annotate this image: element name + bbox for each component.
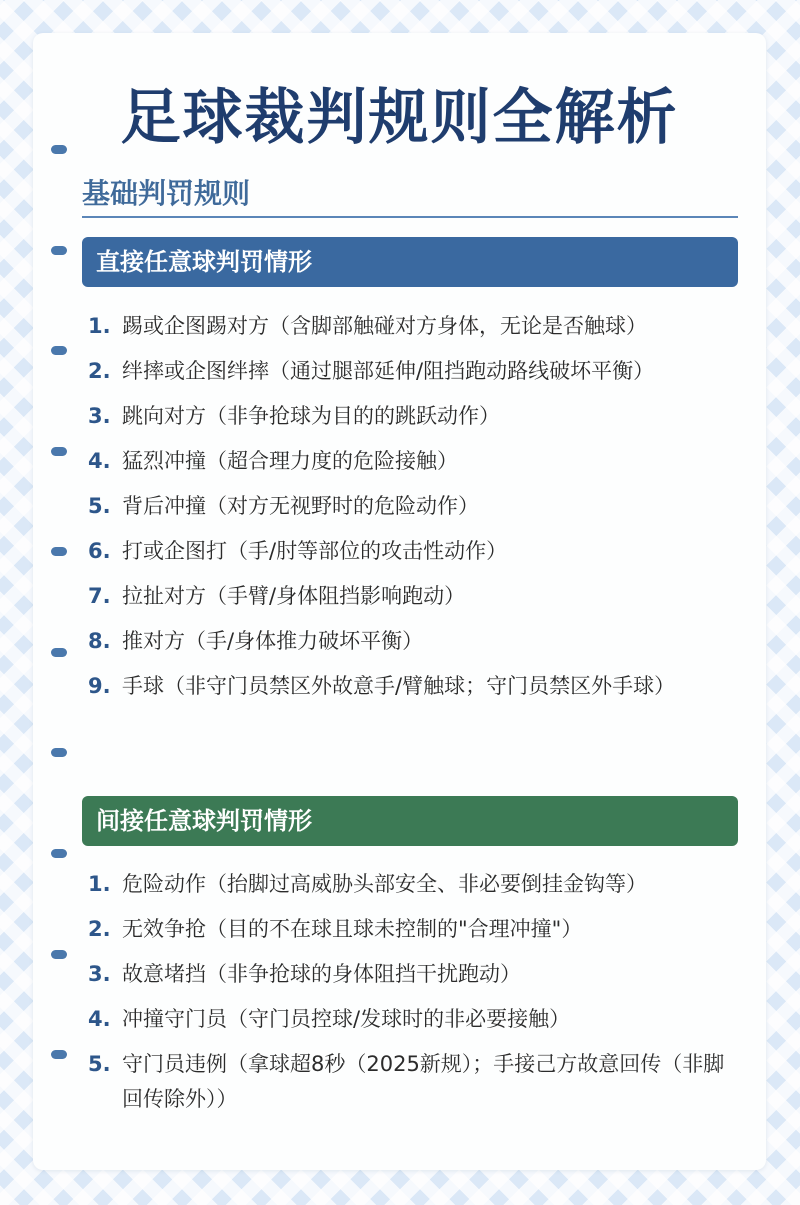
- item-number: 6.: [88, 539, 111, 563]
- item-text: 冲撞守门员（守门员控球/发球时的非必要接触）: [122, 1007, 571, 1031]
- item-text: 拉扯对方（手臂/身体阻挡影响跑动）: [122, 584, 466, 608]
- list-item: [88, 867, 740, 902]
- list-item: [88, 309, 740, 344]
- list-item: [88, 354, 740, 389]
- item-number: 7.: [88, 584, 111, 608]
- item-text: 手球（非守门员禁区外故意手/臂触球；守门员禁区外手球）: [122, 674, 676, 698]
- binder-tab: [51, 447, 67, 456]
- list-item: [88, 957, 740, 992]
- item-text: 绊摔或企图绊摔（通过腿部延伸/阻挡跑动路线破坏平衡）: [122, 359, 655, 383]
- list-item: [88, 669, 740, 704]
- list-item: [88, 1002, 740, 1037]
- list-item: [88, 444, 740, 479]
- direct-free-kick-list: [88, 309, 740, 714]
- item-number: 2.: [88, 359, 111, 383]
- list-item: [88, 579, 740, 614]
- list-item: [88, 489, 740, 524]
- item-number: 3.: [88, 962, 111, 986]
- item-text: 故意堵挡（非争抢球的身体阻挡干扰跑动）: [122, 962, 521, 986]
- binder-tab: [51, 950, 67, 959]
- item-number: 8.: [88, 629, 111, 653]
- page-title: 足球裁判规则全解析: [120, 83, 679, 153]
- item-text: 危险动作（抬脚过高威胁头部安全、非必要倒挂金钩等）: [122, 872, 647, 896]
- binder-tab: [51, 648, 67, 657]
- item-text: 背后冲撞（对方无视野时的危险动作）: [122, 494, 479, 518]
- list-item: [88, 534, 740, 569]
- item-number: 4.: [88, 1007, 111, 1031]
- item-number: 1.: [88, 872, 111, 896]
- item-text: 守门员违例（拿球超8秒（2025新规）；手接己方故意回传（非脚回传除外））: [122, 1052, 725, 1111]
- item-text: 打或企图打（手/肘等部位的攻击性动作）: [122, 539, 508, 563]
- item-number: 1.: [88, 314, 111, 338]
- binder-tab: [51, 849, 67, 858]
- item-number: 5.: [88, 1052, 111, 1076]
- binder-tab: [51, 246, 67, 255]
- item-number: 3.: [88, 404, 111, 428]
- item-text: 推对方（手/身体推力破坏平衡）: [122, 629, 424, 653]
- list-item: [88, 624, 740, 659]
- item-text: 无效争抢（目的不在球且球未控制的"合理冲撞"）: [122, 917, 583, 941]
- item-text: 踢或企图踢对方（含脚部触碰对方身体，无论是否触球）: [122, 314, 647, 338]
- binder-tab: [51, 346, 67, 355]
- binder-tab: [51, 748, 67, 757]
- list-item: [88, 912, 740, 947]
- item-text: 猛烈冲撞（超合理力度的危险接触）: [122, 449, 458, 473]
- item-text: 跳向对方（非争抢球为目的的跳跃动作）: [122, 404, 500, 428]
- direct-free-kick-header: 直接任意球判罚情形: [82, 237, 738, 287]
- item-number: 9.: [88, 674, 111, 698]
- item-number: 5.: [88, 494, 111, 518]
- indirect-free-kick-header: 间接任意球判罚情形: [82, 796, 738, 846]
- binder-tab: [51, 1050, 67, 1059]
- section-divider: [82, 216, 738, 218]
- list-item: [88, 399, 740, 434]
- indirect-free-kick-list: [88, 867, 740, 1127]
- section-title: 基础判罚规则: [82, 177, 251, 210]
- list-item: [88, 1047, 740, 1117]
- item-number: 4.: [88, 449, 111, 473]
- item-number: 2.: [88, 917, 111, 941]
- binder-tab: [51, 547, 67, 556]
